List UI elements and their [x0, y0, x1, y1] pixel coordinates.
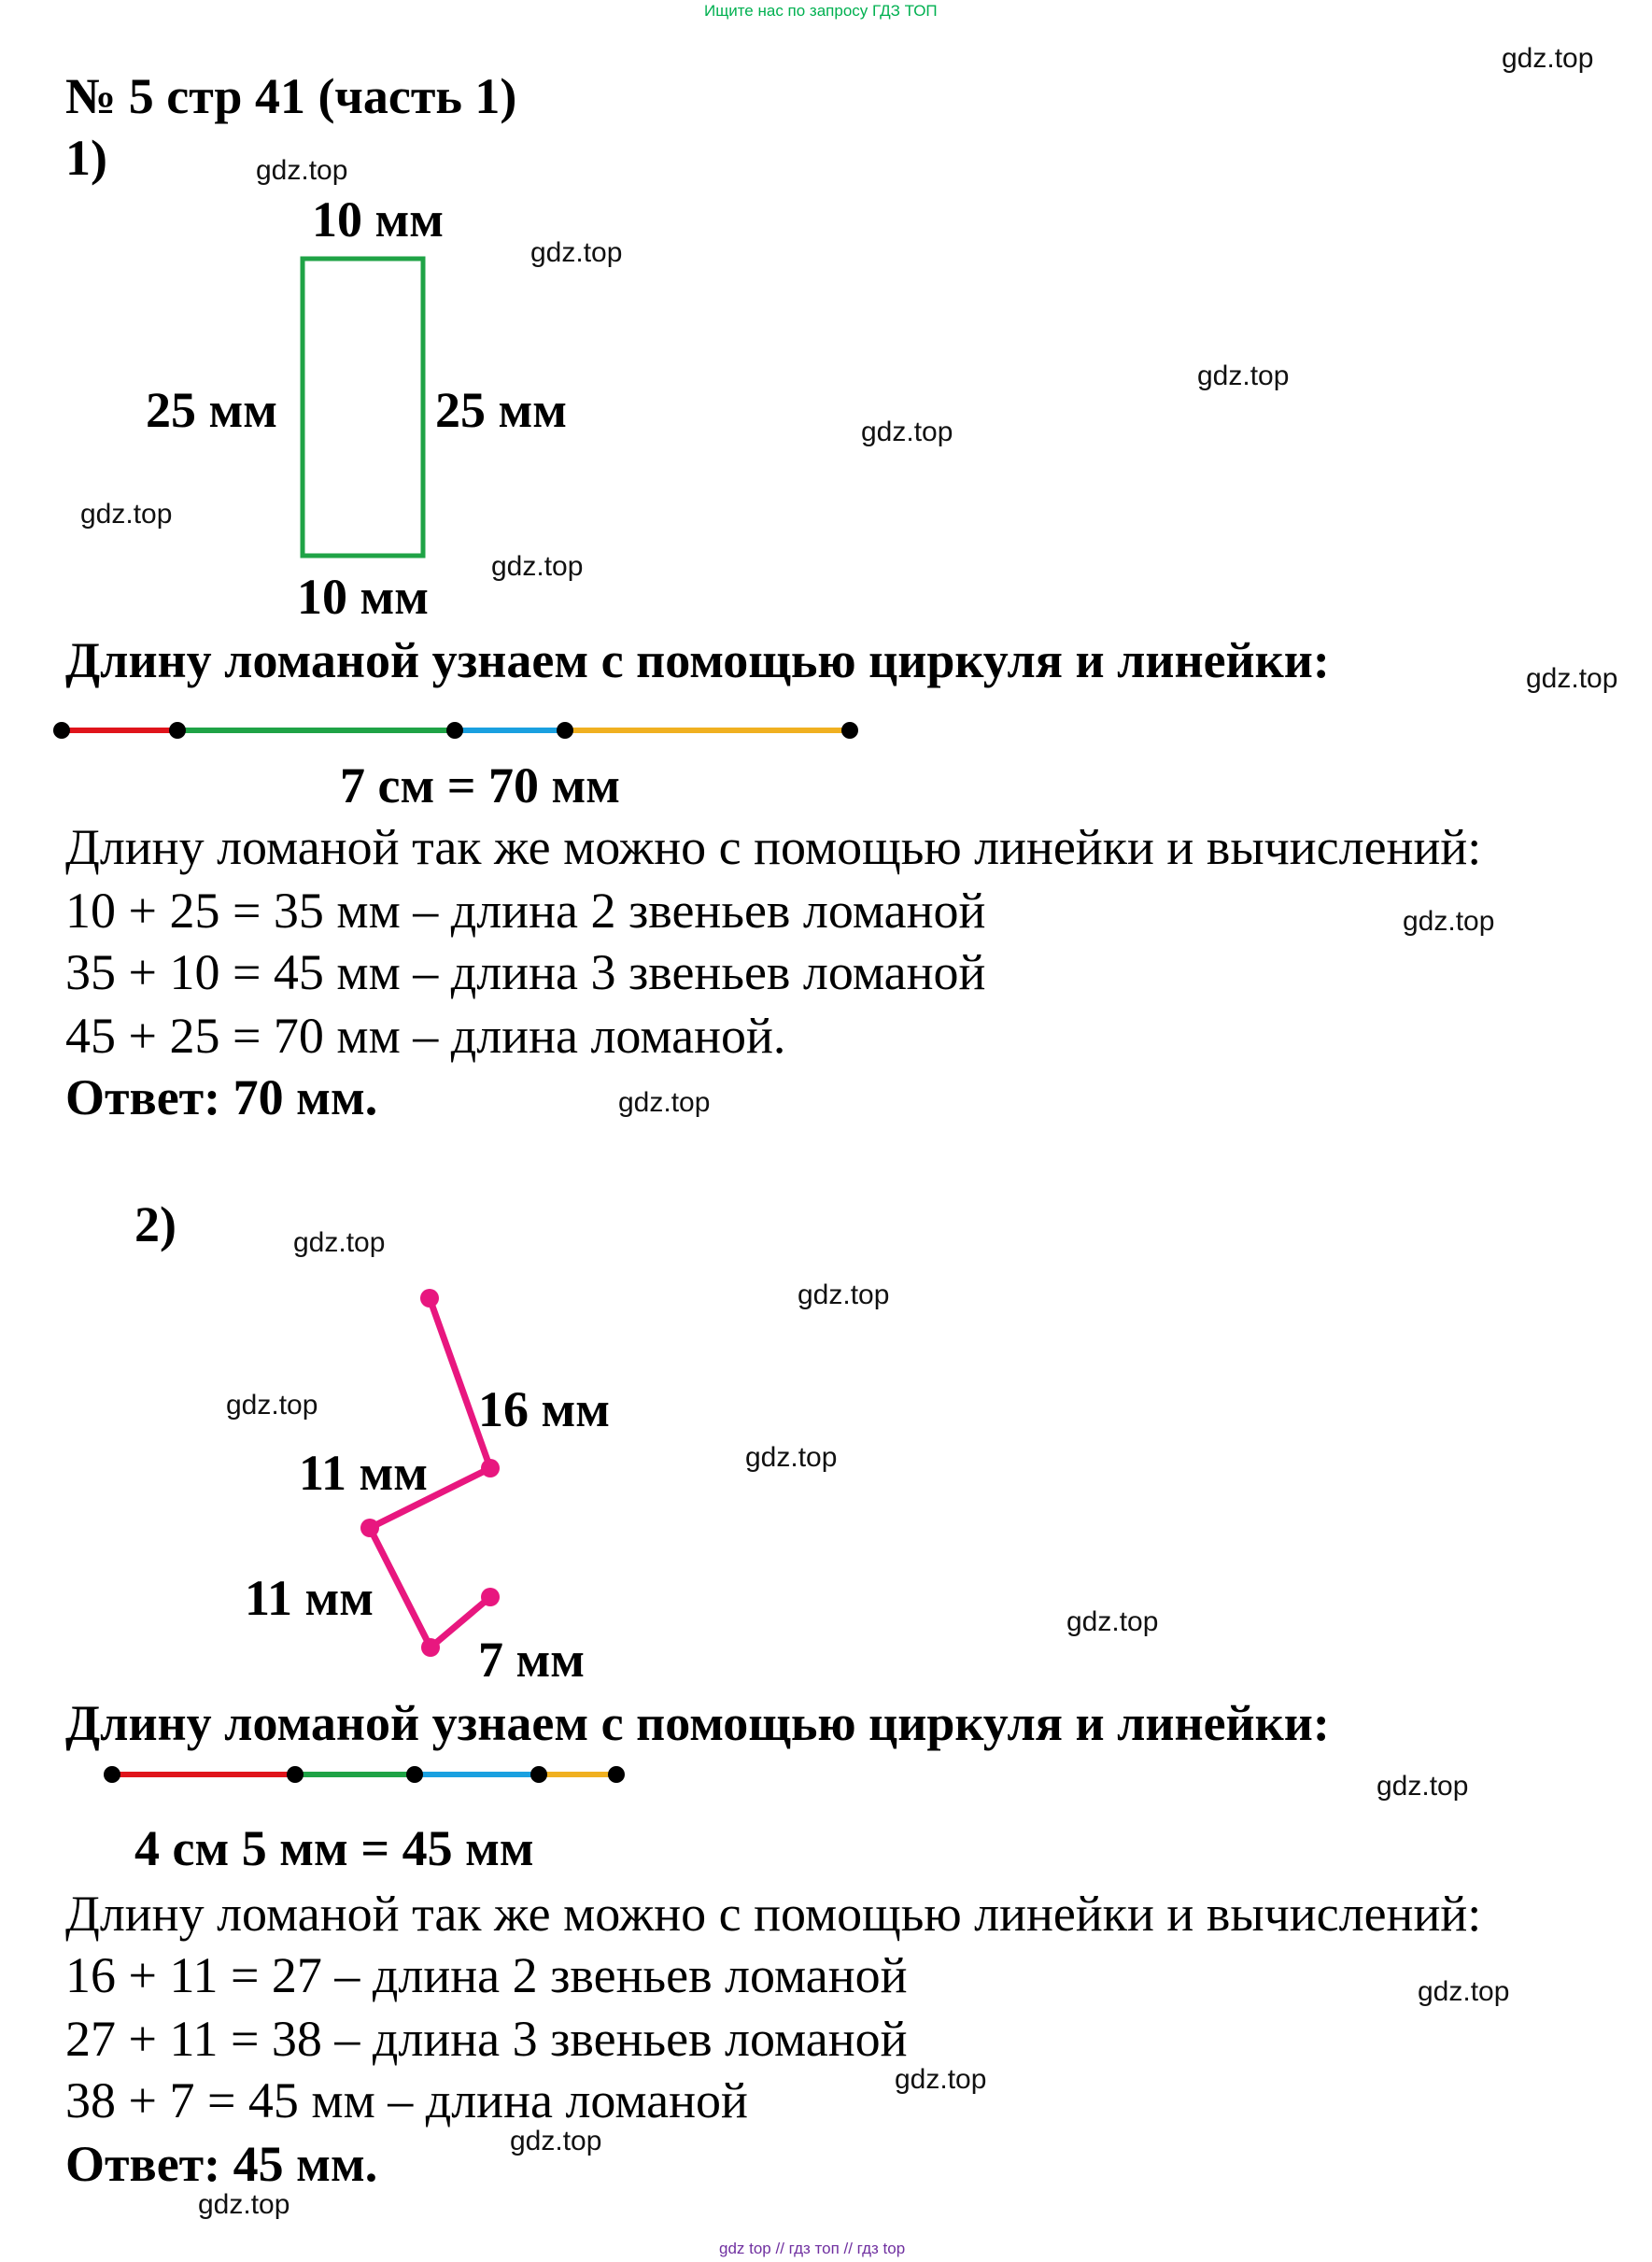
part2-calc-line: 27 + 11 = 38 – длина 3 звеньев ломаной: [65, 2011, 908, 2067]
watermark: gdz.top: [510, 2126, 602, 2156]
part2-compass-heading: Длину ломаной узнаем с помощью циркуля и линейки:: [65, 1695, 1330, 1751]
part1-calc-heading: Длину ломаной так же можно с помощью линейки и вычислений:: [65, 819, 1482, 875]
watermark: gdz.top: [861, 417, 953, 447]
part1-result: 7 см = 70 мм: [340, 757, 621, 813]
watermark: gdz.top: [895, 2064, 987, 2095]
watermark: gdz.top: [1377, 1771, 1469, 1802]
point: [608, 1766, 625, 1783]
part2-calc-line: 16 + 11 = 27 – длина 2 звеньев ломаной: [65, 1947, 908, 2003]
top-search-note: Ищите нас по запросу ГДЗ ТОП: [704, 2, 938, 20]
seg3-label: 11 мм: [245, 1570, 374, 1626]
point: [287, 1766, 304, 1783]
watermark: gdz.top: [80, 499, 173, 530]
part2-calc-heading: Длину ломаной так же можно с помощью линейки и вычислений:: [65, 1886, 1482, 1942]
watermark: gdz.top: [226, 1390, 318, 1421]
part2-calc-line: 38 + 7 = 45 мм – длина ломаной: [65, 2072, 748, 2128]
point: [104, 1766, 120, 1783]
watermark: gdz.top: [1197, 361, 1290, 391]
watermark: gdz.top: [293, 1227, 386, 1258]
point: [530, 1766, 547, 1783]
watermark: gdz.top: [256, 155, 348, 186]
watermark: gdz.top: [618, 1087, 711, 1118]
rect-top-label: 10 мм: [312, 191, 445, 247]
rect-left-label: 25 мм: [146, 382, 278, 438]
watermark: gdz.top: [198, 2189, 290, 2220]
watermark: gdz.top: [1418, 1976, 1510, 2007]
part1-answer: Ответ: 70 мм.: [65, 1069, 378, 1125]
part1-label: 1): [65, 130, 107, 186]
part1-calc-line: 10 + 25 = 35 мм – длина 2 звеньев ломаной: [65, 883, 986, 939]
watermark: gdz.top: [491, 551, 584, 582]
page-title: № 5 стр 41 (часть 1): [65, 68, 517, 124]
watermark: gdz.top: [1502, 43, 1594, 74]
seg2-label: 11 мм: [299, 1445, 429, 1501]
part2-answer: Ответ: 45 мм.: [65, 2136, 378, 2192]
part2-result: 4 см 5 мм = 45 мм: [134, 1820, 534, 1876]
watermark: gdz.top: [1066, 1606, 1159, 1637]
part1-calc-line: 45 + 25 = 70 мм – длина ломаной.: [65, 1008, 786, 1064]
point: [406, 1766, 423, 1783]
seg4-label: 7 мм: [478, 1632, 586, 1688]
watermark: gdz.top: [745, 1442, 838, 1473]
watermark: gdz.top: [798, 1279, 890, 1310]
part1-compass-heading: Длину ломаной узнаем с помощью циркуля и линейки:: [65, 632, 1330, 688]
part1-calc-line: 35 + 10 = 45 мм – длина 3 звеньев ломаной: [65, 944, 986, 1000]
watermark: gdz.top: [1526, 663, 1618, 694]
rect-right-label: 25 мм: [435, 382, 568, 438]
footer-note: gdz top // гдз топ // гдз top: [719, 2240, 906, 2257]
seg1-label: 16 мм: [478, 1381, 611, 1437]
part2-label: 2): [134, 1196, 176, 1252]
watermark: gdz.top: [530, 237, 623, 268]
rect-bottom-label: 10 мм: [297, 569, 430, 625]
watermark: gdz.top: [1403, 906, 1495, 937]
